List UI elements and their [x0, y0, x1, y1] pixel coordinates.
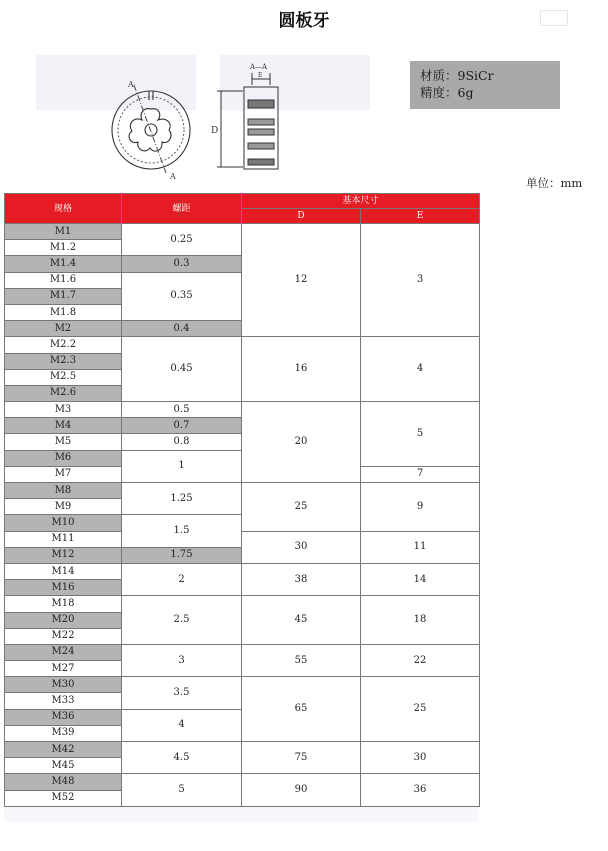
pitch-cell: 1.75	[122, 547, 242, 563]
spec-cell: M2.2	[5, 337, 122, 353]
header-pitch: 螺距	[122, 194, 242, 224]
spec-cell: M48	[5, 774, 122, 790]
spec-cell: M1.7	[5, 288, 122, 304]
e-cell: 22	[361, 644, 480, 676]
spec-cell: M45	[5, 758, 122, 774]
unit-note: 单位：mm	[526, 176, 583, 190]
spec-cell: M33	[5, 693, 122, 709]
spec-cell: M20	[5, 612, 122, 628]
table-body	[5, 224, 480, 807]
e-cell: 5	[361, 402, 480, 467]
d-cell: 75	[242, 742, 361, 774]
front-view	[112, 85, 190, 173]
spec-cell: M9	[5, 499, 122, 515]
e-cell: 18	[361, 596, 480, 645]
side-view	[217, 73, 278, 169]
spec-cell: M30	[5, 677, 122, 693]
spec-cell: M36	[5, 709, 122, 725]
e-cell: 25	[361, 677, 480, 742]
e-cell: 30	[361, 742, 480, 774]
d-cell: 20	[242, 402, 361, 483]
table-row	[5, 402, 480, 418]
dimension-e-label: E	[258, 72, 263, 79]
spec-cell: M42	[5, 742, 122, 758]
pitch-cell: 0.45	[122, 337, 242, 402]
spec-cell: M1.6	[5, 272, 122, 288]
spec-cell: M24	[5, 644, 122, 660]
material-info-box	[410, 61, 560, 109]
spec-cell: M1	[5, 224, 122, 240]
pitch-cell: 4	[122, 709, 242, 741]
pitch-cell: 0.35	[122, 272, 242, 321]
spec-cell: M14	[5, 563, 122, 579]
table-row	[5, 531, 480, 547]
spec-cell: M1.8	[5, 304, 122, 320]
spec-cell: M1.2	[5, 240, 122, 256]
spec-cell: M11	[5, 531, 122, 547]
pitch-cell: 0.4	[122, 321, 242, 337]
section-label-top: A—A	[250, 63, 268, 71]
pitch-cell: 0.25	[122, 224, 242, 256]
d-cell: 12	[242, 224, 361, 337]
table-row	[5, 337, 480, 353]
table-row	[5, 774, 480, 790]
pitch-cell: 2.5	[122, 596, 242, 645]
section-label-left: A	[128, 80, 134, 89]
section-label-right: A	[170, 172, 176, 181]
spec-cell: M52	[5, 790, 122, 806]
page-title: 圆板牙	[278, 11, 330, 31]
table-row	[5, 644, 480, 660]
spec-cell: M2.3	[5, 353, 122, 369]
d-cell: 55	[242, 644, 361, 676]
spec-cell: M2	[5, 321, 122, 337]
spec-cell: M18	[5, 596, 122, 612]
pitch-cell: 0.5	[122, 402, 242, 418]
e-cell: 3	[361, 224, 480, 337]
pitch-cell: 0.7	[122, 418, 242, 434]
pitch-cell: 1.5	[122, 515, 242, 547]
spec-cell: M10	[5, 515, 122, 531]
pitch-cell: 5	[122, 774, 242, 806]
d-cell: 45	[242, 596, 361, 645]
d-cell: 16	[242, 337, 361, 402]
pitch-cell: 0.3	[122, 256, 242, 272]
accuracy-line: 精度：6g	[420, 85, 474, 100]
spec-cell: M12	[5, 547, 122, 563]
spec-cell: M22	[5, 628, 122, 644]
pitch-cell: 1.25	[122, 483, 242, 515]
d-cell: 30	[242, 531, 361, 563]
spec-cell: M5	[5, 434, 122, 450]
spec-cell: M39	[5, 725, 122, 741]
pitch-cell: 4.5	[122, 742, 242, 774]
pitch-cell: 0.8	[122, 434, 242, 450]
pitch-cell: 3.5	[122, 677, 242, 709]
header-d: D	[242, 209, 361, 224]
pitch-cell: 1	[122, 450, 242, 482]
e-cell: 11	[361, 531, 480, 563]
spec-cell: M3	[5, 402, 122, 418]
d-cell: 90	[242, 774, 361, 806]
table-header	[5, 194, 480, 224]
e-cell: 14	[361, 563, 480, 595]
material-line: 材质：9SiCr	[420, 68, 494, 83]
spec-cell: M16	[5, 580, 122, 596]
table-row	[5, 563, 480, 579]
corner-mark	[540, 10, 568, 26]
pitch-cell: 2	[122, 563, 242, 595]
pitch-cell: 3	[122, 644, 242, 676]
spec-table	[4, 193, 480, 807]
header-spec: 规格	[5, 194, 122, 224]
spec-cell: M7	[5, 466, 122, 482]
table-row	[5, 677, 480, 693]
die-diagram	[96, 55, 326, 185]
spec-cell: M8	[5, 483, 122, 499]
table-row	[5, 596, 480, 612]
e-cell: 36	[361, 774, 480, 806]
e-cell: 4	[361, 337, 480, 402]
e-cell: 9	[361, 483, 480, 532]
spec-cell: M6	[5, 450, 122, 466]
header-basic-size: 基本尺寸	[242, 194, 480, 209]
table-row	[5, 224, 480, 240]
table-row	[5, 483, 480, 499]
dimension-d-label: D	[211, 126, 219, 136]
d-cell: 25	[242, 483, 361, 532]
spec-cell: M4	[5, 418, 122, 434]
table-row	[5, 742, 480, 758]
d-cell: 65	[242, 677, 361, 742]
header-e: E	[361, 209, 480, 224]
d-cell: 38	[242, 563, 361, 595]
spec-cell: M27	[5, 661, 122, 677]
spec-cell: M2.5	[5, 369, 122, 385]
spec-cell: M1.4	[5, 256, 122, 272]
spec-cell: M2.6	[5, 385, 122, 401]
e-cell: 7	[361, 466, 480, 482]
